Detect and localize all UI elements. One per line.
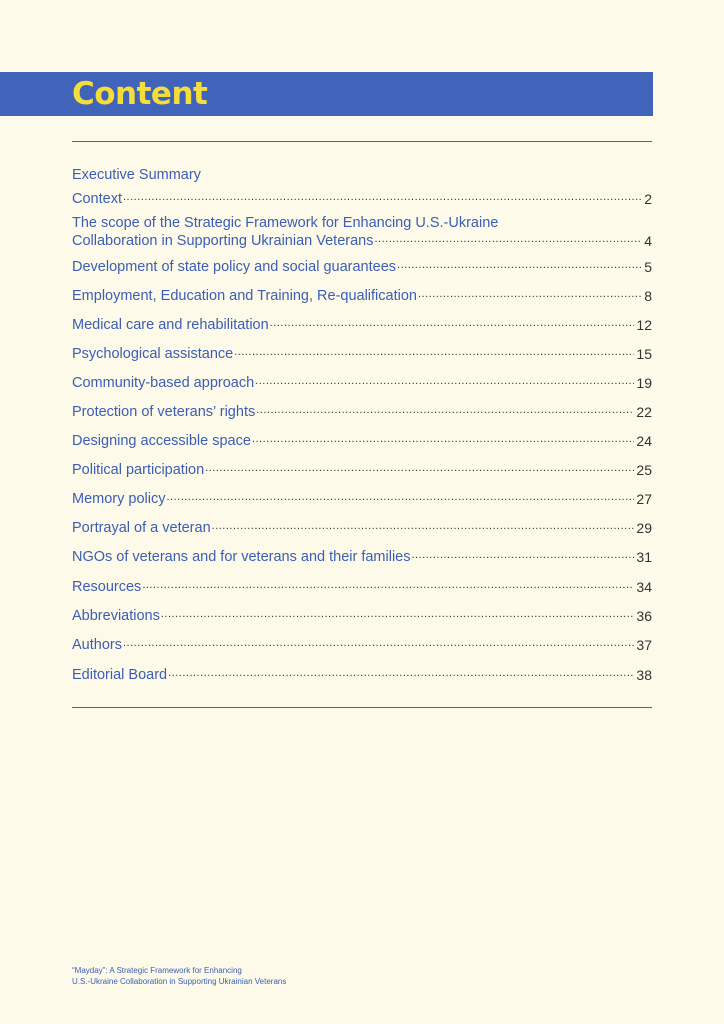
toc-entry-row: [72, 374, 652, 392]
bottom-divider: [72, 707, 652, 708]
toc-entry-row: [72, 345, 652, 363]
toc-entry[interactable]: [72, 490, 652, 508]
toc-page-number: 22: [636, 404, 652, 420]
toc-entry-title: Memory policy: [72, 491, 166, 507]
toc-entry-title: Collaboration in Supporting Ukrainian Veterans: [72, 233, 374, 249]
toc-page-number: 25: [636, 462, 652, 478]
toc-page-number: 37: [636, 637, 652, 653]
toc-entry[interactable]: [72, 374, 652, 392]
toc-entry[interactable]: [72, 578, 652, 596]
toc-entry[interactable]: [72, 636, 652, 654]
dot-leader: [142, 576, 634, 594]
top-divider: [72, 141, 652, 142]
toc-entry-row: [72, 607, 652, 625]
toc-page-number: 38: [636, 667, 652, 683]
toc-entry[interactable]: [72, 403, 652, 421]
title-banner: [0, 72, 653, 116]
toc-page-number: 36: [636, 608, 652, 624]
toc-entry-row: [72, 258, 652, 276]
toc-entry-row: [72, 666, 652, 684]
dot-leader: [270, 314, 635, 332]
toc-entry-title: Political participation: [72, 462, 205, 478]
toc-entry-title: Psychological assistance: [72, 346, 234, 362]
toc-entry-title: Employment, Education and Training, Re-qualification: [72, 288, 417, 304]
toc-entry-title: NGOs of veterans and for veterans and their families: [72, 549, 411, 565]
toc-page-number: 12: [636, 317, 652, 333]
footer-line-1: “Mayday”: A Strategic Framework for Enhancing: [72, 966, 242, 975]
toc-entry-title: Resources: [72, 579, 142, 595]
toc-entry-row: [72, 403, 652, 421]
toc-page-number: 4: [644, 233, 652, 249]
toc-page-number: 19: [636, 375, 652, 391]
toc-entry-row: [72, 287, 652, 305]
toc-entry-title: Development of state policy and social guarantees: [72, 259, 397, 275]
toc-entry-row: [72, 316, 652, 334]
toc-page-number: 34: [636, 579, 652, 595]
toc-entry-row: [72, 519, 652, 537]
toc-entry[interactable]: [72, 258, 652, 276]
toc-entry-row: [72, 190, 652, 208]
dot-leader: [166, 488, 634, 506]
toc-page-number: 24: [636, 433, 652, 449]
dot-leader: [212, 517, 635, 535]
toc-entry-row: [72, 432, 652, 450]
toc-entry-title: Medical care and rehabilitation: [72, 317, 269, 333]
dot-leader: [161, 605, 635, 623]
toc-entry-title: Portrayal of a veteran: [72, 520, 211, 536]
footer-line-2: U.S.-Ukraine Collaboration in Supporting Ukrainian Veterans: [72, 977, 287, 986]
page-footer: [72, 965, 286, 987]
dot-leader: [256, 401, 634, 419]
toc-entry-row: [72, 548, 652, 566]
dot-leader: [418, 285, 642, 303]
toc-entry[interactable]: [72, 519, 652, 537]
toc-page-number: 5: [644, 259, 652, 275]
dot-leader: [255, 372, 634, 390]
page-title: Content: [72, 76, 208, 112]
toc-entry-title: Designing accessible space: [72, 433, 251, 449]
toc-page-number: 15: [636, 346, 652, 362]
toc-entry-title: Authors: [72, 637, 122, 653]
toc-entry[interactable]: [72, 214, 652, 250]
toc-entry[interactable]: [72, 461, 652, 479]
toc-entry[interactable]: [72, 287, 652, 305]
dot-leader: [397, 256, 642, 274]
toc-entry[interactable]: [72, 548, 652, 566]
dot-leader: [252, 430, 634, 448]
toc-entry-row: [72, 461, 652, 479]
toc-page-number: 31: [636, 549, 652, 565]
toc-entry-row: [72, 636, 652, 654]
toc-entry-row: [72, 232, 652, 250]
dot-leader: [234, 343, 634, 361]
toc-entry-row: [72, 578, 652, 596]
toc-entry[interactable]: [72, 432, 652, 450]
toc-page-number: 29: [636, 520, 652, 536]
toc-page-number: 8: [644, 288, 652, 304]
toc-entry[interactable]: [72, 666, 652, 684]
toc-entry-row: [72, 490, 652, 508]
toc-entry[interactable]: [72, 345, 652, 363]
dot-leader: [123, 188, 642, 206]
dot-leader: [168, 664, 634, 682]
toc-entry-title: Abbreviations: [72, 608, 160, 624]
toc-entry-title: Context: [72, 191, 122, 207]
toc-page-number: 27: [636, 491, 652, 507]
dot-leader: [374, 230, 642, 248]
toc-entry[interactable]: [72, 316, 652, 334]
toc-entry-title-line1: The scope of the Strategic Framework for Enhancing U.S.-Ukraine: [72, 215, 499, 231]
dot-leader: [412, 546, 635, 564]
toc-entry-title: Community-based approach: [72, 375, 255, 391]
toc-entry-title: Protection of veterans’ rights: [72, 404, 256, 420]
toc-entry[interactable]: [72, 190, 652, 208]
dot-leader: [123, 634, 634, 652]
toc-heading-executive-summary[interactable]: Executive Summary: [72, 167, 201, 183]
toc-entry-title: Editorial Board: [72, 667, 168, 683]
dot-leader: [205, 459, 634, 477]
toc-entry[interactable]: [72, 607, 652, 625]
toc-page-number: 2: [644, 191, 652, 207]
